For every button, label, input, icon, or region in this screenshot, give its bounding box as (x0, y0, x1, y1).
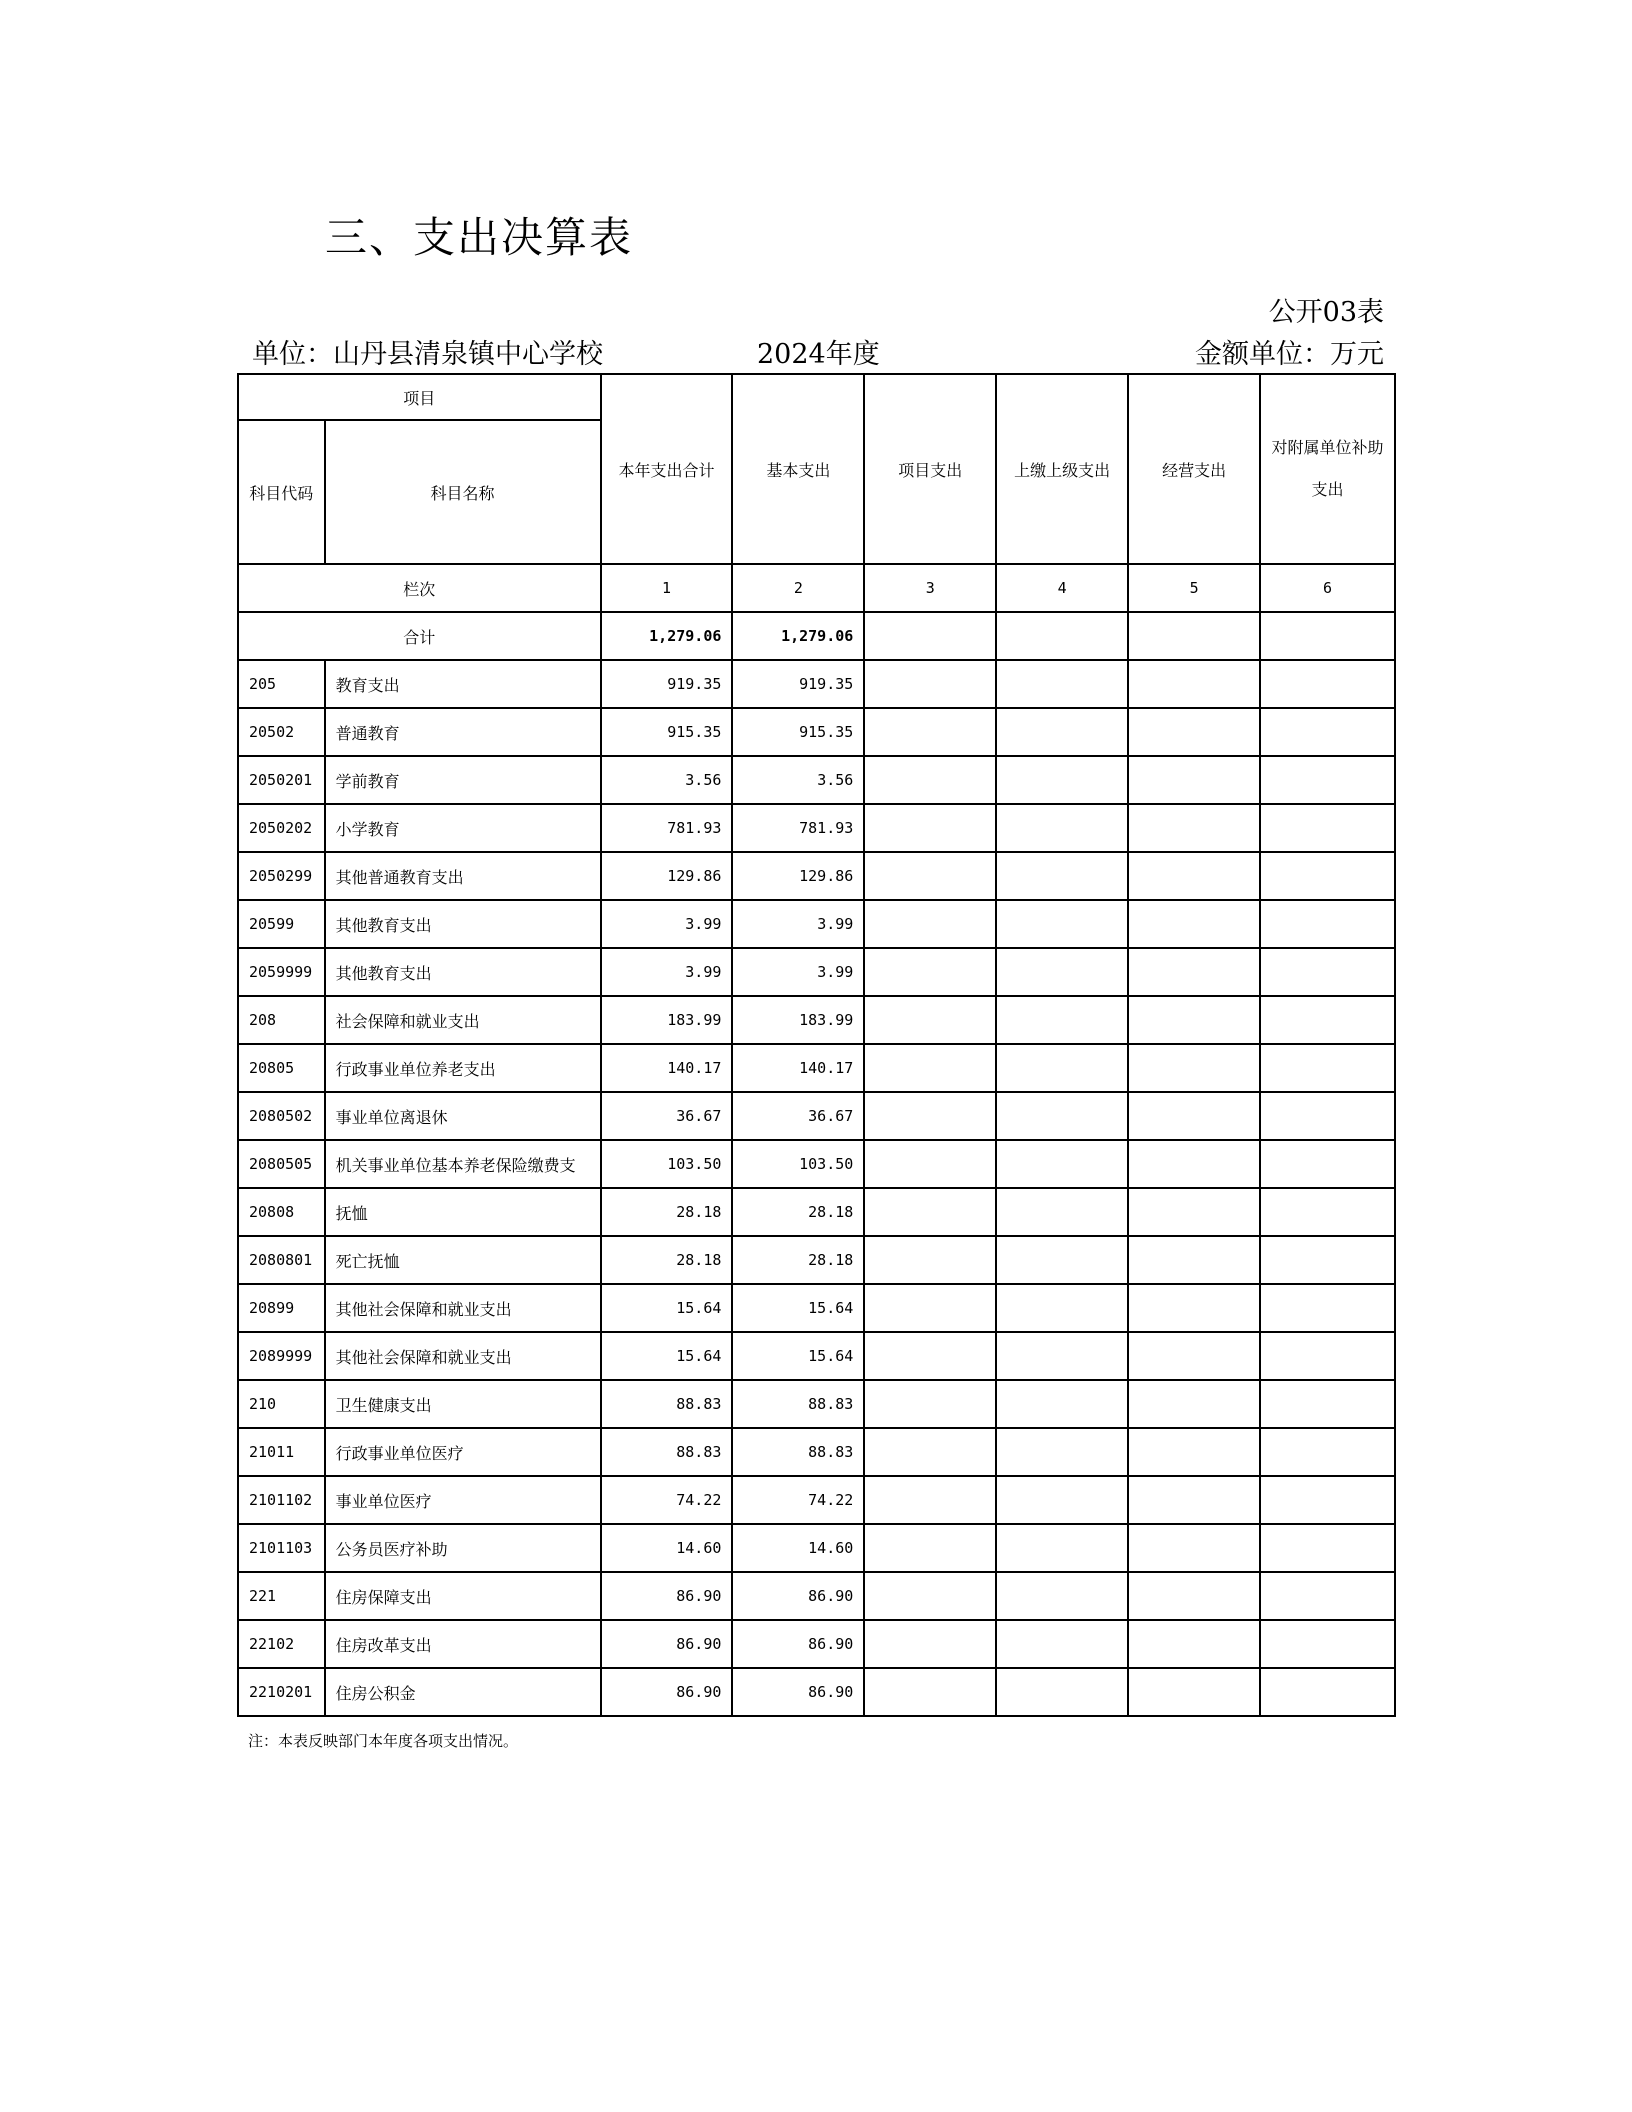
upper-amount (996, 1476, 1128, 1524)
upper-amount (996, 996, 1128, 1044)
form-code: 公开03表 (1268, 297, 1384, 328)
upper-amount (996, 1380, 1128, 1428)
basic-amount: 28.18 (732, 1236, 864, 1284)
business-amount (1128, 1524, 1260, 1572)
subsidy-amount (1260, 1572, 1395, 1620)
subject-code: 205 (238, 660, 325, 708)
table-row (238, 996, 1395, 1044)
subject-name: 其他普通教育支出 (325, 852, 601, 900)
header-subsidy-line2: 支出 (1311, 480, 1344, 499)
business-amount (1128, 948, 1260, 996)
subject-name: 机关事业单位基本养老保险缴费支 (325, 1140, 601, 1188)
subject-code: 2210201 (238, 1668, 325, 1716)
subsidy-amount (1260, 1524, 1395, 1572)
subject-name: 住房保障支出 (325, 1572, 601, 1620)
subject-code: 2101102 (238, 1476, 325, 1524)
business-amount (1128, 756, 1260, 804)
subject-name: 学前教育 (325, 756, 601, 804)
upper-amount (996, 804, 1128, 852)
table-row (238, 900, 1395, 948)
basic-amount: 183.99 (732, 996, 864, 1044)
basic-amount: 15.64 (732, 1332, 864, 1380)
total-amount: 15.64 (601, 1284, 733, 1332)
subsidy-amount (1260, 804, 1395, 852)
project-amount (864, 852, 996, 900)
subsidy-amount (1260, 1044, 1395, 1092)
table-row (238, 1668, 1395, 1716)
business-amount (1128, 1668, 1260, 1716)
business-amount (1128, 1572, 1260, 1620)
total-amount: 919.35 (601, 660, 733, 708)
project-amount (864, 1572, 996, 1620)
header-item: 项目 (238, 374, 601, 420)
total-amount: 28.18 (601, 1236, 733, 1284)
total-amount: 183.99 (601, 996, 733, 1044)
subject-name: 其他社会保障和就业支出 (325, 1332, 601, 1380)
total-amount: 915.35 (601, 708, 733, 756)
project-amount (864, 1092, 996, 1140)
business-amount (1128, 1140, 1260, 1188)
subject-code: 2101103 (238, 1524, 325, 1572)
subject-name: 其他教育支出 (325, 900, 601, 948)
basic-amount: 103.50 (732, 1140, 864, 1188)
subject-name: 公务员医疗补助 (325, 1524, 601, 1572)
empty-cell (1260, 612, 1395, 660)
project-amount (864, 708, 996, 756)
business-amount (1128, 996, 1260, 1044)
subject-code: 2080505 (238, 1140, 325, 1188)
total-amount: 88.83 (601, 1380, 733, 1428)
total-amount: 74.22 (601, 1476, 733, 1524)
subject-name: 事业单位离退休 (325, 1092, 601, 1140)
subsidy-amount (1260, 1668, 1395, 1716)
column-number: 3 (864, 564, 996, 612)
basic-amount: 915.35 (732, 708, 864, 756)
subject-code: 2050299 (238, 852, 325, 900)
column-number: 5 (1128, 564, 1260, 612)
subject-code: 20808 (238, 1188, 325, 1236)
basic-amount: 140.17 (732, 1044, 864, 1092)
total-amount: 3.99 (601, 900, 733, 948)
upper-amount (996, 1524, 1128, 1572)
header-code: 科目代码 (238, 420, 325, 564)
project-amount (864, 804, 996, 852)
upper-amount (996, 948, 1128, 996)
upper-amount (996, 1188, 1128, 1236)
project-amount (864, 1332, 996, 1380)
subject-code: 2089999 (238, 1332, 325, 1380)
subsidy-amount (1260, 1332, 1395, 1380)
empty-cell (996, 612, 1128, 660)
total-amount: 140.17 (601, 1044, 733, 1092)
basic-amount: 14.60 (732, 1524, 864, 1572)
upper-amount (996, 1668, 1128, 1716)
subsidy-amount (1260, 660, 1395, 708)
subject-name: 其他教育支出 (325, 948, 601, 996)
table-row (238, 1236, 1395, 1284)
column-number: 4 (996, 564, 1128, 612)
subject-code: 2050202 (238, 804, 325, 852)
total-amount: 88.83 (601, 1428, 733, 1476)
project-amount (864, 1524, 996, 1572)
table-row (238, 1428, 1395, 1476)
total-amount: 86.90 (601, 1668, 733, 1716)
basic-amount: 86.90 (732, 1620, 864, 1668)
subject-code: 208 (238, 996, 325, 1044)
business-amount (1128, 1332, 1260, 1380)
basic-amount: 36.67 (732, 1092, 864, 1140)
basic-amount: 88.83 (732, 1428, 864, 1476)
upper-amount (996, 1140, 1128, 1188)
upper-amount (996, 900, 1128, 948)
project-amount (864, 996, 996, 1044)
project-amount (864, 1620, 996, 1668)
subject-code: 2059999 (238, 948, 325, 996)
unit-label: 单位：山丹县清泉镇中心学校 (252, 339, 603, 370)
subsidy-amount (1260, 1476, 1395, 1524)
subsidy-amount (1260, 1140, 1395, 1188)
total-amount: 781.93 (601, 804, 733, 852)
total-row (238, 612, 1395, 660)
total-amount: 15.64 (601, 1332, 733, 1380)
subject-name: 小学教育 (325, 804, 601, 852)
business-amount (1128, 1380, 1260, 1428)
upper-amount (996, 708, 1128, 756)
table-row (238, 1620, 1395, 1668)
table-row (238, 1284, 1395, 1332)
subject-code: 20805 (238, 1044, 325, 1092)
table-row (238, 708, 1395, 756)
column-number-label: 栏次 (238, 564, 601, 612)
table-row (238, 1332, 1395, 1380)
basic-amount: 86.90 (732, 1668, 864, 1716)
table-row (238, 804, 1395, 852)
header-name: 科目名称 (325, 420, 601, 564)
subject-name: 事业单位医疗 (325, 1476, 601, 1524)
total-amount: 36.67 (601, 1092, 733, 1140)
subject-name: 行政事业单位医疗 (325, 1428, 601, 1476)
subsidy-amount (1260, 1620, 1395, 1668)
basic-amount: 86.90 (732, 1572, 864, 1620)
total-amount: 3.99 (601, 948, 733, 996)
subsidy-amount (1260, 708, 1395, 756)
table-row (238, 756, 1395, 804)
subject-name: 普通教育 (325, 708, 601, 756)
basic-amount: 88.83 (732, 1380, 864, 1428)
subject-name: 住房公积金 (325, 1668, 601, 1716)
basic-amount: 3.99 (732, 900, 864, 948)
business-amount (1128, 1044, 1260, 1092)
table-meta (252, 332, 1384, 368)
upper-amount (996, 756, 1128, 804)
subject-code: 20899 (238, 1284, 325, 1332)
basic-amount: 919.35 (732, 660, 864, 708)
project-amount (864, 1668, 996, 1716)
subsidy-amount (1260, 1284, 1395, 1332)
upper-amount (996, 1284, 1128, 1332)
subject-name: 社会保障和就业支出 (325, 996, 601, 1044)
column-number-row (238, 564, 1395, 612)
business-amount (1128, 804, 1260, 852)
upper-amount (996, 1572, 1128, 1620)
project-amount (864, 1044, 996, 1092)
subsidy-amount (1260, 1236, 1395, 1284)
upper-amount (996, 852, 1128, 900)
business-amount (1128, 1236, 1260, 1284)
page-title: 三、支出决算表 (325, 213, 634, 262)
table-row (238, 1044, 1395, 1092)
upper-amount (996, 1236, 1128, 1284)
header-row-1 (238, 374, 1395, 420)
subsidy-amount (1260, 900, 1395, 948)
business-amount (1128, 1476, 1260, 1524)
subject-code: 221 (238, 1572, 325, 1620)
table-row (238, 852, 1395, 900)
upper-amount (996, 1092, 1128, 1140)
project-amount (864, 1428, 996, 1476)
subject-name: 教育支出 (325, 660, 601, 708)
subject-code: 2050201 (238, 756, 325, 804)
project-amount (864, 948, 996, 996)
business-amount (1128, 1428, 1260, 1476)
subsidy-amount (1260, 1428, 1395, 1476)
project-amount (864, 1476, 996, 1524)
table-row (238, 948, 1395, 996)
project-amount (864, 660, 996, 708)
upper-amount (996, 1428, 1128, 1476)
basic-amount: 74.22 (732, 1476, 864, 1524)
project-amount (864, 900, 996, 948)
business-amount (1128, 900, 1260, 948)
subject-name: 行政事业单位养老支出 (325, 1044, 601, 1092)
project-amount (864, 1236, 996, 1284)
expenditure-table (237, 373, 1396, 1717)
subsidy-amount (1260, 996, 1395, 1044)
empty-cell (864, 612, 996, 660)
project-amount (864, 1284, 996, 1332)
header-basic: 基本支出 (732, 374, 864, 564)
project-amount (864, 1140, 996, 1188)
total-amount: 14.60 (601, 1524, 733, 1572)
subsidy-amount (1260, 1092, 1395, 1140)
basic-amount: 129.86 (732, 852, 864, 900)
subject-name: 住房改革支出 (325, 1620, 601, 1668)
project-amount (864, 1188, 996, 1236)
column-number: 1 (601, 564, 733, 612)
subject-name: 卫生健康支出 (325, 1380, 601, 1428)
subject-code: 20502 (238, 708, 325, 756)
upper-amount (996, 1620, 1128, 1668)
header-business: 经营支出 (1128, 374, 1260, 564)
upper-amount (996, 660, 1128, 708)
basic-amount: 3.56 (732, 756, 864, 804)
table-row (238, 1188, 1395, 1236)
header-total: 本年支出合计 (601, 374, 733, 564)
header-upper: 上缴上级支出 (996, 374, 1128, 564)
basic-amount: 781.93 (732, 804, 864, 852)
header-project: 项目支出 (864, 374, 996, 564)
project-amount (864, 1380, 996, 1428)
business-amount (1128, 1188, 1260, 1236)
business-amount (1128, 660, 1260, 708)
basic-amount: 15.64 (732, 1284, 864, 1332)
table-row (238, 1572, 1395, 1620)
subject-code: 21011 (238, 1428, 325, 1476)
column-number: 2 (732, 564, 864, 612)
upper-amount (996, 1044, 1128, 1092)
header-subsidy-line1: 对附属单位补助 (1271, 438, 1384, 457)
subsidy-amount (1260, 1188, 1395, 1236)
subject-name: 抚恤 (325, 1188, 601, 1236)
year-label: 2024年度 (757, 339, 880, 370)
business-amount (1128, 708, 1260, 756)
subject-code: 22102 (238, 1620, 325, 1668)
header-subsidy (1260, 374, 1395, 564)
basic-amount: 3.99 (732, 948, 864, 996)
total-amount: 1,279.06 (601, 612, 733, 660)
upper-amount (996, 1332, 1128, 1380)
subject-code: 20599 (238, 900, 325, 948)
total-amount: 86.90 (601, 1620, 733, 1668)
subject-name: 其他社会保障和就业支出 (325, 1284, 601, 1332)
subsidy-amount (1260, 852, 1395, 900)
total-label: 合计 (238, 612, 601, 660)
basic-amount: 28.18 (732, 1188, 864, 1236)
total-amount: 86.90 (601, 1572, 733, 1620)
total-amount: 28.18 (601, 1188, 733, 1236)
business-amount (1128, 1092, 1260, 1140)
table-row (238, 1524, 1395, 1572)
table-row (238, 1092, 1395, 1140)
subject-name: 死亡抚恤 (325, 1236, 601, 1284)
subject-code: 2080801 (238, 1236, 325, 1284)
total-amount: 129.86 (601, 852, 733, 900)
project-amount (864, 756, 996, 804)
business-amount (1128, 852, 1260, 900)
table-row (238, 1380, 1395, 1428)
table-row (238, 1140, 1395, 1188)
table-row (238, 660, 1395, 708)
empty-cell (1128, 612, 1260, 660)
business-amount (1128, 1620, 1260, 1668)
total-amount: 103.50 (601, 1140, 733, 1188)
business-amount (1128, 1284, 1260, 1332)
subsidy-amount (1260, 948, 1395, 996)
subsidy-amount (1260, 756, 1395, 804)
subject-code: 210 (238, 1380, 325, 1428)
total-amount: 3.56 (601, 756, 733, 804)
amount-unit-label: 金额单位：万元 (1195, 339, 1384, 370)
column-number: 6 (1260, 564, 1395, 612)
total-basic: 1,279.06 (732, 612, 864, 660)
table-note: 注：本表反映部门本年度各项支出情况。 (248, 1732, 519, 1750)
table-row (238, 1476, 1395, 1524)
subject-code: 2080502 (238, 1092, 325, 1140)
subsidy-amount (1260, 1380, 1395, 1428)
